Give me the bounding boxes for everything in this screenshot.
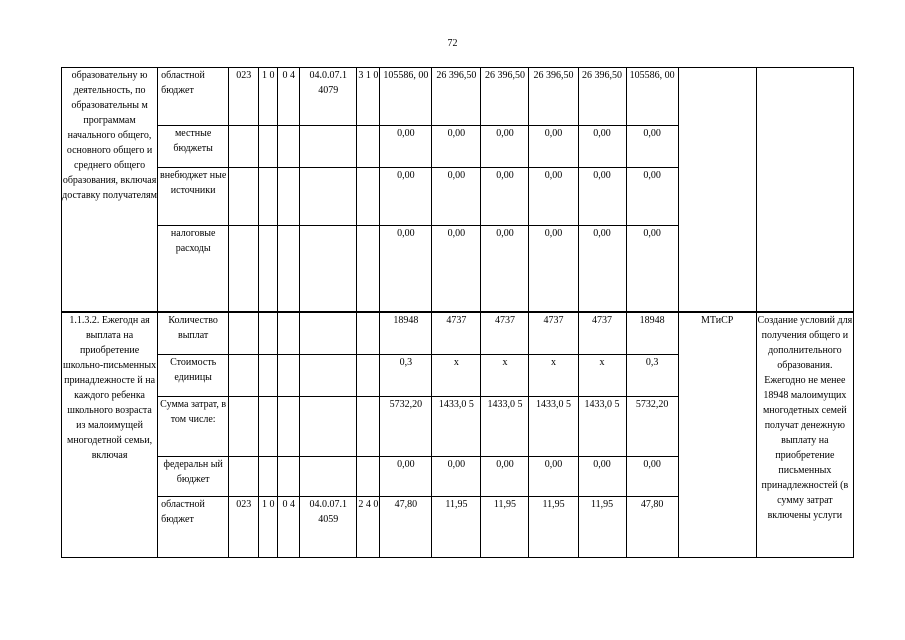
- value-cell: 0,00: [432, 456, 481, 496]
- value-cell: х: [481, 354, 529, 396]
- grbs-code-cell: 023: [229, 68, 259, 126]
- value-cell: 0,00: [380, 126, 432, 168]
- section-code-cell: 1 0: [259, 496, 278, 557]
- value-cell: 47,80: [626, 496, 678, 557]
- funding-source-cell: областной бюджет: [158, 68, 229, 126]
- value-cell: 1433,0 5: [529, 396, 578, 456]
- value-cell: 18948: [626, 312, 678, 354]
- value-cell: 11,95: [481, 496, 529, 557]
- funding-source-cell: местные бюджеты: [158, 126, 229, 168]
- value-cell: х: [432, 354, 481, 396]
- value-cell: 0,00: [578, 126, 626, 168]
- value-cell: 1433,0 5: [481, 396, 529, 456]
- value-cell: 0,00: [481, 168, 529, 226]
- value-cell: 0,00: [529, 168, 578, 226]
- section-code-cell: 1 0: [259, 68, 278, 126]
- value-cell: 0,00: [380, 456, 432, 496]
- value-cell: 0,00: [578, 456, 626, 496]
- value-cell: 4737: [432, 312, 481, 354]
- value-cell: 0,00: [432, 126, 481, 168]
- value-cell: 0,00: [481, 126, 529, 168]
- value-cell: 4737: [481, 312, 529, 354]
- expense-type-cell: 2 4 0: [357, 496, 380, 557]
- funding-source-cell: федеральн ый бюджет: [158, 456, 229, 496]
- value-cell: 26 396,50: [529, 68, 578, 126]
- value-cell: 0,00: [529, 126, 578, 168]
- target-article-cell: 04.0.07.1 4059: [300, 496, 357, 557]
- expense-type-cell: 3 1 0: [357, 68, 380, 126]
- value-cell: 0,3: [626, 354, 678, 396]
- result-cell: [756, 68, 853, 312]
- table-row: [62, 312, 854, 354]
- value-cell: 0,00: [626, 126, 678, 168]
- value-cell: 1433,0 5: [578, 396, 626, 456]
- value-cell: 0,00: [432, 168, 481, 226]
- value-cell: 11,95: [529, 496, 578, 557]
- value-cell: 0,00: [529, 226, 578, 312]
- subsection-code-cell: 0 4: [278, 496, 300, 557]
- executor-cell: МТиСР: [678, 312, 756, 558]
- value-cell: 105586, 00: [380, 68, 432, 126]
- funding-source-cell: Количество выплат: [158, 312, 229, 354]
- value-cell: 0,3: [380, 354, 432, 396]
- program-measures-table: [61, 67, 854, 558]
- value-cell: 105586, 00: [626, 68, 678, 126]
- funding-source-cell: внебюджет ные источники: [158, 168, 229, 226]
- value-cell: х: [529, 354, 578, 396]
- table-row: [62, 68, 854, 126]
- measure-description-cell: 1.1.3.2. Ежегодн ая выплата на приобретение школьно-письменных принадлежносте й на каждого ребенка школьного возраста из малоимущей многодетной семьи, включая: [62, 312, 158, 558]
- funding-source-cell: областной бюджет: [158, 496, 229, 557]
- value-cell: х: [578, 354, 626, 396]
- funding-source-cell: налоговые расходы: [158, 226, 229, 312]
- value-cell: 5732,20: [380, 396, 432, 456]
- value-cell: 0,00: [380, 168, 432, 226]
- value-cell: 0,00: [578, 168, 626, 226]
- value-cell: 11,95: [432, 496, 481, 557]
- executor-cell: [678, 68, 756, 312]
- value-cell: 0,00: [529, 456, 578, 496]
- value-cell: 0,00: [578, 226, 626, 312]
- value-cell: 26 396,50: [432, 68, 481, 126]
- value-cell: 18948: [380, 312, 432, 354]
- value-cell: 5732,20: [626, 396, 678, 456]
- value-cell: 0,00: [481, 456, 529, 496]
- funding-source-cell: Стоимость единицы: [158, 354, 229, 396]
- value-cell: 0,00: [626, 456, 678, 496]
- value-cell: 11,95: [578, 496, 626, 557]
- value-cell: 0,00: [626, 168, 678, 226]
- value-cell: 1433,0 5: [432, 396, 481, 456]
- value-cell: 0,00: [626, 226, 678, 312]
- value-cell: 47,80: [380, 496, 432, 557]
- value-cell: 0,00: [481, 226, 529, 312]
- value-cell: 0,00: [432, 226, 481, 312]
- funding-source-cell: Сумма затрат, в том числе:: [158, 396, 229, 456]
- value-cell: 26 396,50: [481, 68, 529, 126]
- target-article-cell: 04.0.07.1 4079: [300, 68, 357, 126]
- measure-description-cell: образовательну ю деятельность, по образовательны м программам начального общего, основного общего и среднего общего образования, включая доставку получателям: [62, 68, 158, 312]
- value-cell: 4737: [578, 312, 626, 354]
- grbs-code-cell: 023: [229, 496, 259, 557]
- subsection-code-cell: 0 4: [278, 68, 300, 126]
- value-cell: 0,00: [380, 226, 432, 312]
- page-number: 72: [447, 38, 458, 49]
- result-cell: Создание условий для получения общего и дополнительного образования. Ежегодно не менее 18948 малоимущих многодетных семей получат денежную выплату на приобретение письменных принадлежностей (в сумму затрат включены услуги: [756, 312, 853, 558]
- value-cell: 4737: [529, 312, 578, 354]
- value-cell: 26 396,50: [578, 68, 626, 126]
